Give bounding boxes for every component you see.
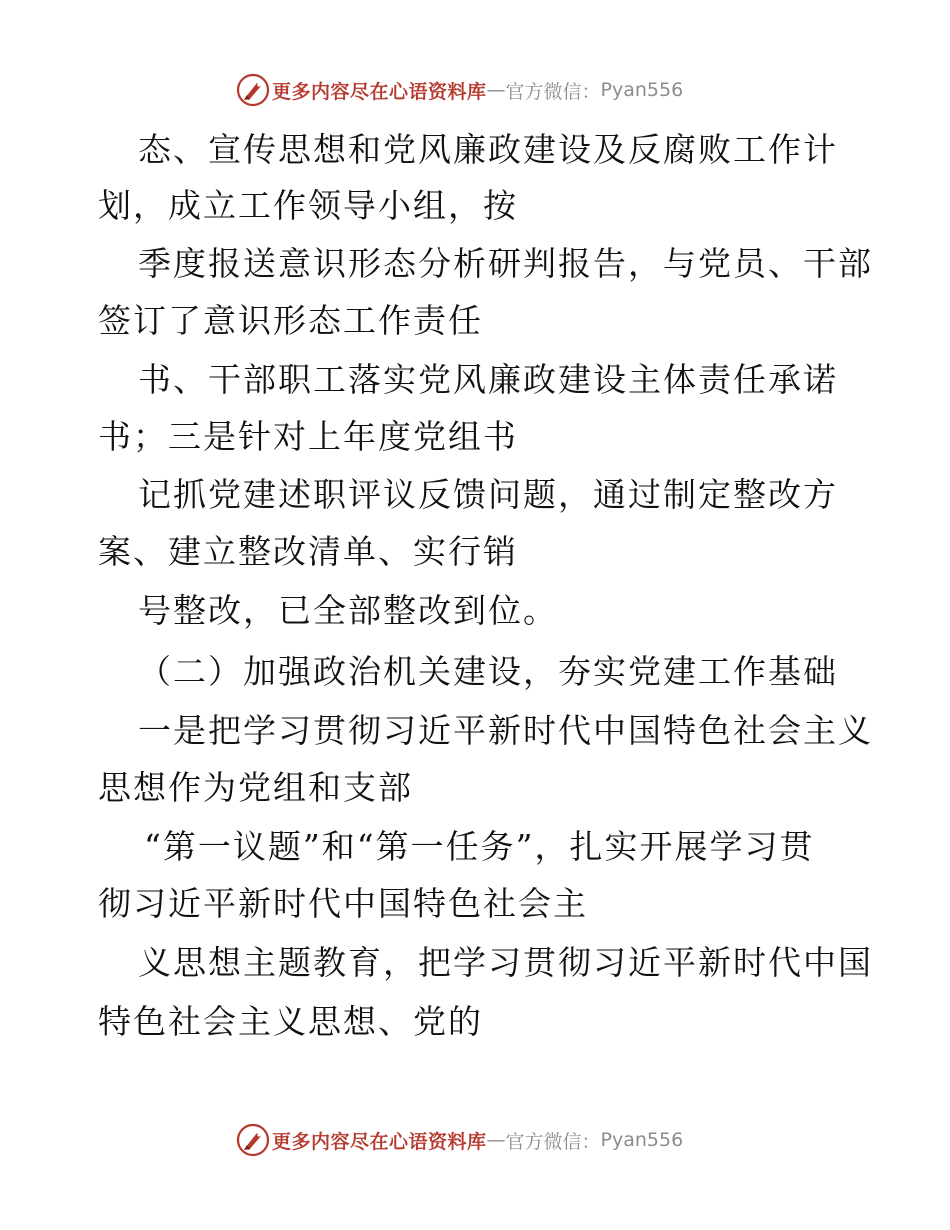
watermark-wechat-id: Pyan556: [600, 1129, 684, 1151]
watermark-site-label: 更多内容尽在心语资料库: [272, 80, 487, 103]
body-line: 思想作为党组和支部: [98, 768, 413, 807]
body-line: 记抓党建述职评议反馈问题，通过制定整改方: [138, 475, 838, 514]
header-watermark: [236, 73, 683, 107]
watermark-dash: —: [486, 1129, 506, 1151]
body-line: 签订了意识形态工作责任: [98, 301, 483, 340]
body-line: “第一议题”和“第一任务”，扎实开展学习贯: [144, 827, 815, 866]
body-line: 彻习近平新时代中国特色社会主: [98, 884, 588, 923]
body-line: 号整改，已全部整改到位。: [138, 591, 558, 630]
body-line: 书；三是针对上年度党组书: [98, 417, 518, 456]
body-line: 案、建立整改清单、实行销: [98, 532, 518, 571]
body-line: 一是把学习贯彻习近平新时代中国特色社会主义: [138, 711, 873, 750]
pen-nib-logo-icon: [236, 73, 270, 107]
watermark-wechat-label: 官方微信：: [505, 1130, 601, 1153]
body-line: 义思想主题教育，把学习贯彻习近平新时代中国: [138, 943, 873, 982]
watermark-dash: —: [486, 79, 506, 101]
body-line: 书、干部职工落实党风廉政建设主体责任承诺: [138, 360, 838, 399]
body-line: 特色社会主义思想、党的: [98, 1002, 483, 1041]
pen-nib-logo-icon: [236, 1123, 270, 1157]
footer-watermark: [236, 1123, 683, 1157]
watermark-site-label: 更多内容尽在心语资料库: [272, 1130, 487, 1153]
body-line: 态、宣传思想和党风廉政建设及反腐败工作计: [138, 130, 838, 169]
watermark-wechat-id: Pyan556: [600, 79, 684, 101]
body-line: 划，成立工作领导小组，按: [98, 186, 518, 225]
body-line: 季度报送意识形态分析研判报告，与党员、干部: [138, 244, 873, 283]
watermark-wechat-label: 官方微信：: [505, 80, 601, 103]
section-heading: （二）加强政治机关建设，夯实党建工作基础: [138, 652, 838, 691]
